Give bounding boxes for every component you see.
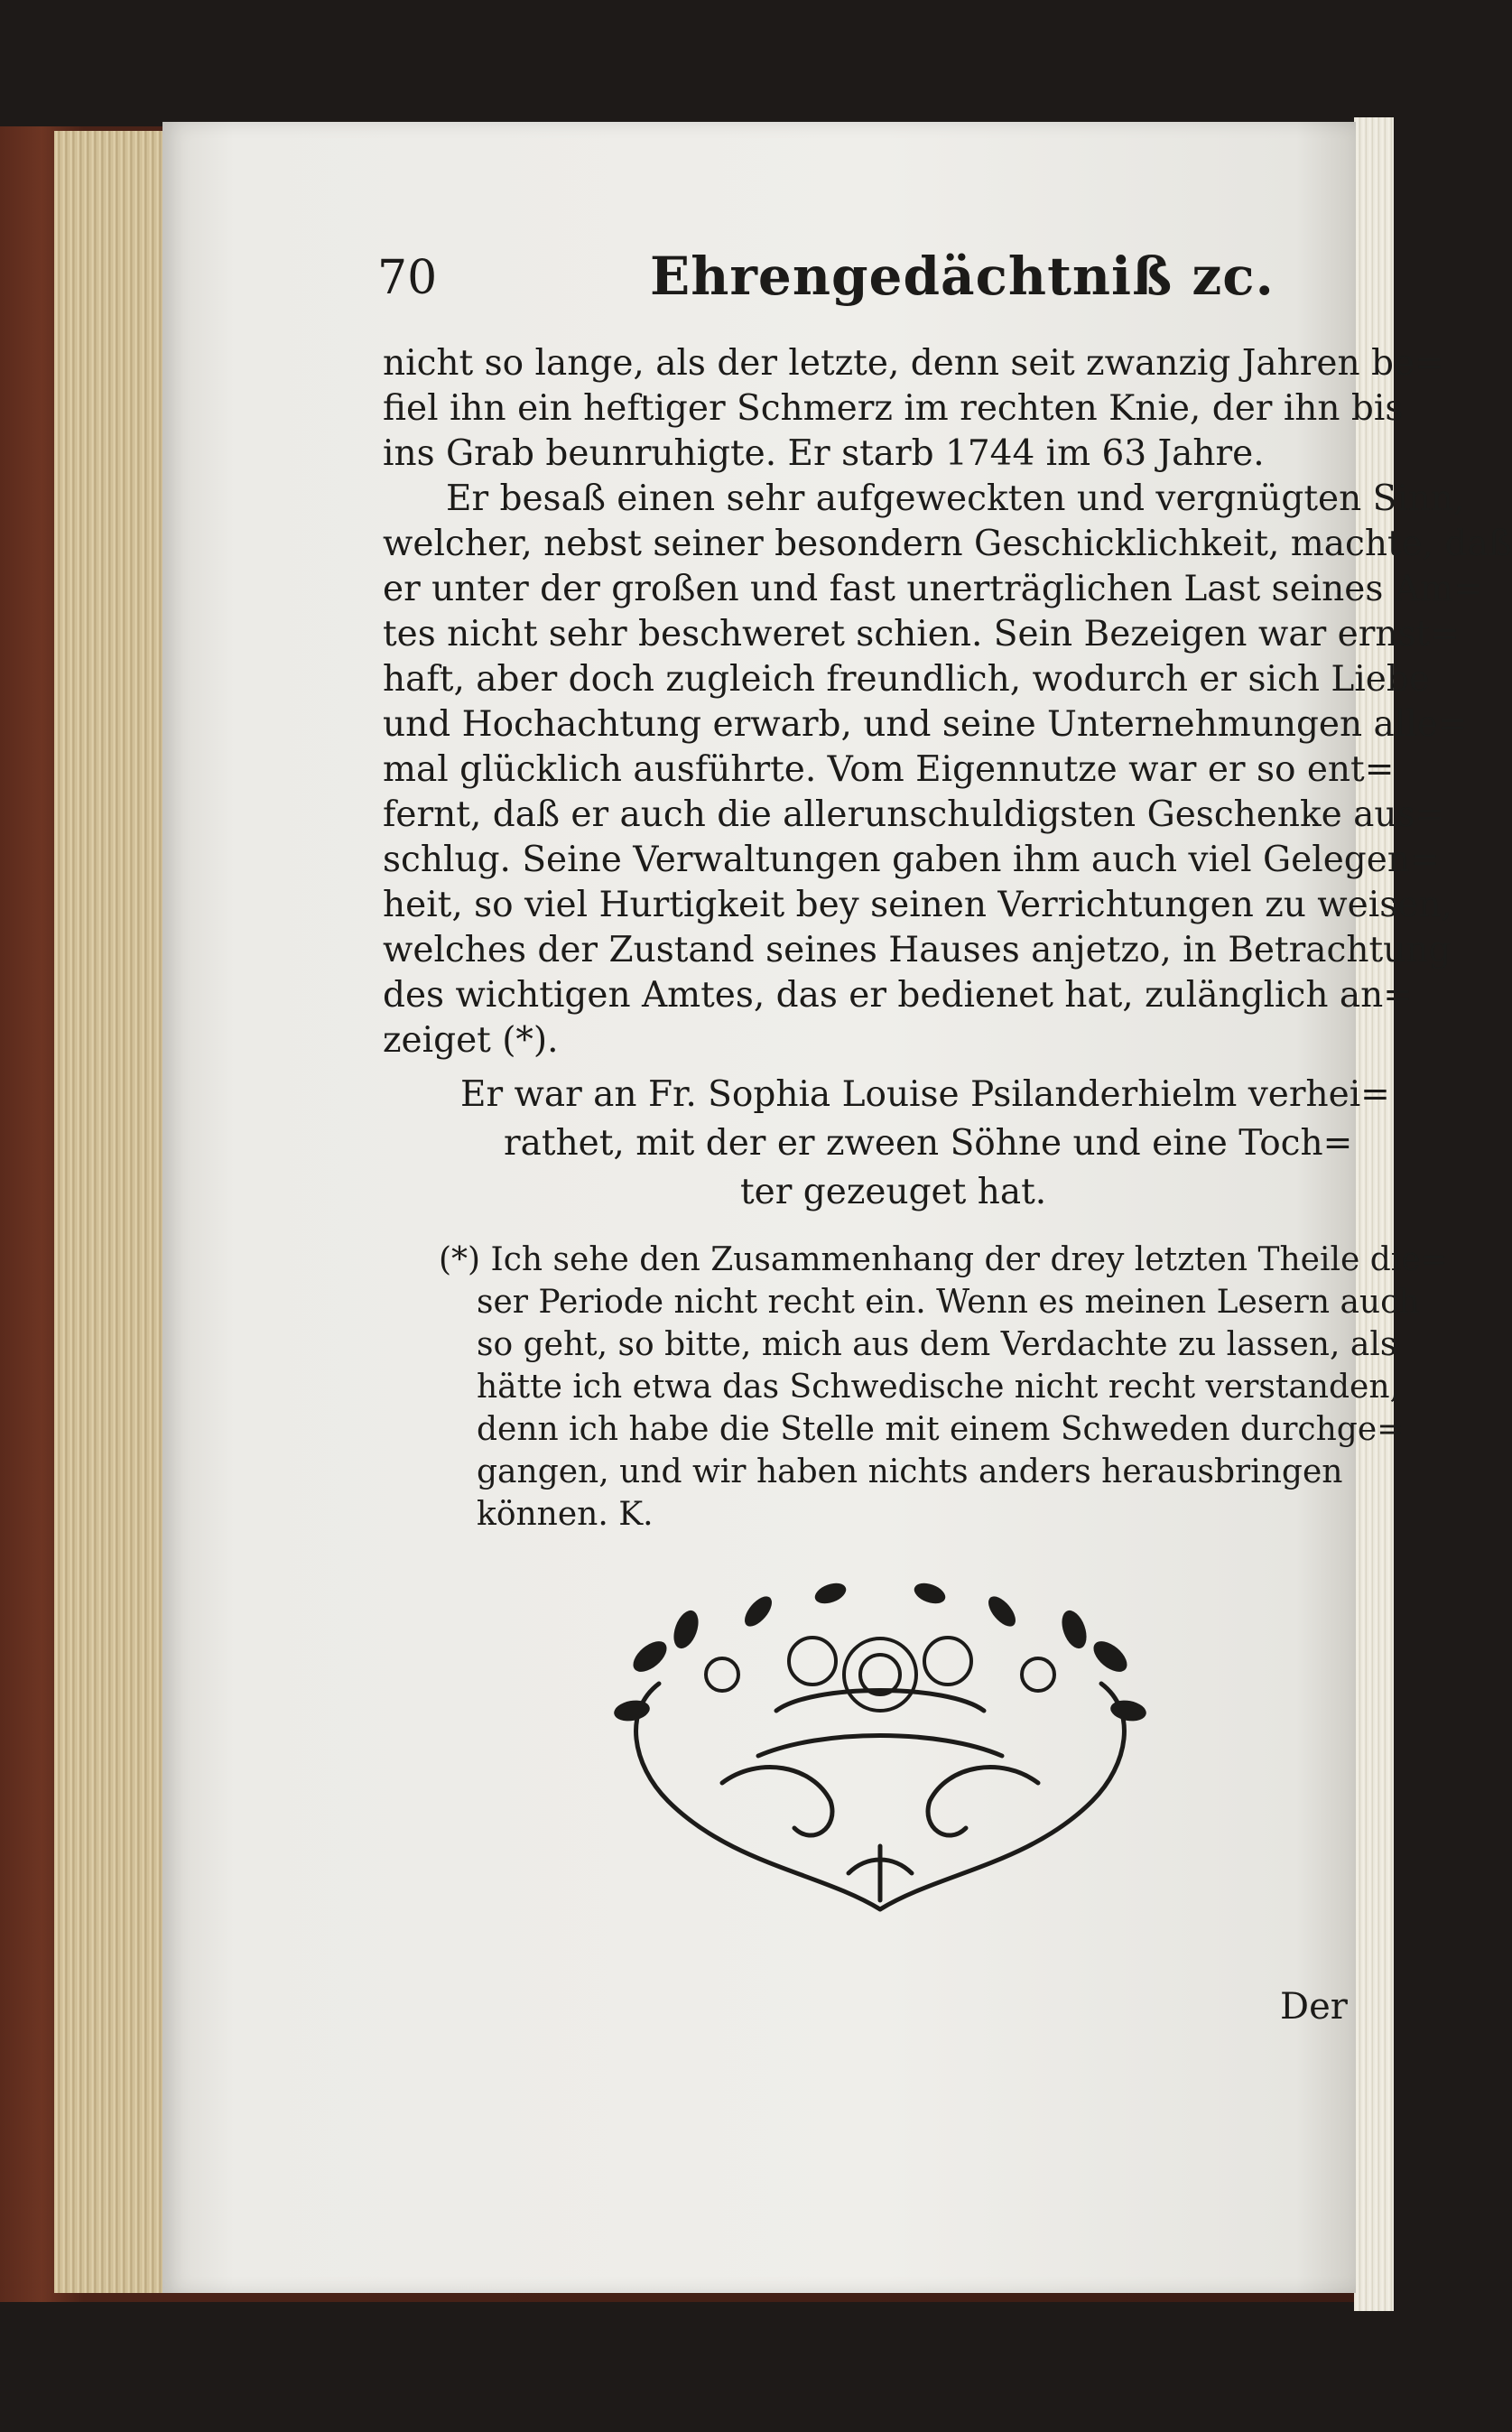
footnote-line: gangen, und wir haben nichts anders herausbringen [477, 1453, 1343, 1490]
running-title: Ehrengedächtniß zc. [650, 246, 1275, 307]
body-line: ter gezeuget hat. [740, 1172, 1047, 1212]
footnote-line: können. K. [477, 1496, 654, 1533]
page-edges-right [1354, 117, 1394, 2311]
body-line: ins Grab beunruhigte. Er starb 1744 im 63 Jahre. [383, 433, 1265, 474]
footnote-line: hätte ich etwa das Schwedische nicht recht verstanden, [477, 1369, 1400, 1406]
footnote-line: so geht, so bitte, mich aus dem Verdachte zu lassen, als [477, 1326, 1397, 1363]
body-line: tes nicht sehr beschweret schien. Sein Bezeigen war ernst= [383, 614, 1460, 654]
body-line: Er besaß einen sehr aufgeweckten und vergnügten Sinn, [446, 478, 1465, 519]
body-line: des wichtigen Amtes, das er bedienet hat, zulänglich an= [383, 975, 1413, 1016]
body-line: mal glücklich ausführte. Vom Eigennutze war er so ent= [383, 749, 1395, 790]
body-line: welcher, nebst seiner besondern Geschicklichkeit, machte, daß [383, 524, 1512, 564]
body-line: zeiget (*). [383, 1020, 559, 1061]
footnote-line: ser Periode nicht recht ein. Wenn es meinen Lesern auch [477, 1284, 1420, 1321]
body-line: fernt, daß er auch die allerunschuldigsten Geschenke aus= [383, 794, 1445, 835]
page-number: 70 [377, 251, 438, 305]
page-edges-left [54, 131, 178, 2293]
body-line: haft, aber doch zugleich freundlich, wodurch er sich Liebe [383, 659, 1430, 700]
body-line: rathet, mit der er zween Söhne und eine Toch= [504, 1123, 1353, 1164]
body-line: fiel ihn ein heftiger Schmerz im rechten Knie, der ihn bis [383, 388, 1404, 429]
floral-vignette-icon [596, 1575, 1164, 1927]
body-line: nicht so lange, als der letzte, denn seit zwanzig Jahren be= [383, 343, 1444, 384]
body-line: welches der Zustand seines Hauses anjetzo, in Betrachtung [383, 930, 1452, 970]
catchword: Der [1280, 1986, 1348, 2028]
body-line: und Hochachtung erwarb, und seine Unternehmungen alle= [383, 704, 1468, 745]
footnote-line: denn ich habe die Stelle mit einem Schweden durchge= [477, 1411, 1405, 1448]
footnote-line: (*) Ich sehe den Zusammenhang der drey letzten Theile die= [439, 1241, 1448, 1278]
body-line: heit, so viel Hurtigkeit bey seinen Verrichtungen zu weisen, [383, 885, 1452, 925]
body-line: er unter der großen und fast unerträglichen Last seines Am= [383, 569, 1483, 609]
body-line: schlug. Seine Verwaltungen gaben ihm auch viel Gelegen= [383, 840, 1440, 880]
body-line: Er war an Fr. Sophia Louise Psilanderhielm verhei= [460, 1074, 1390, 1115]
